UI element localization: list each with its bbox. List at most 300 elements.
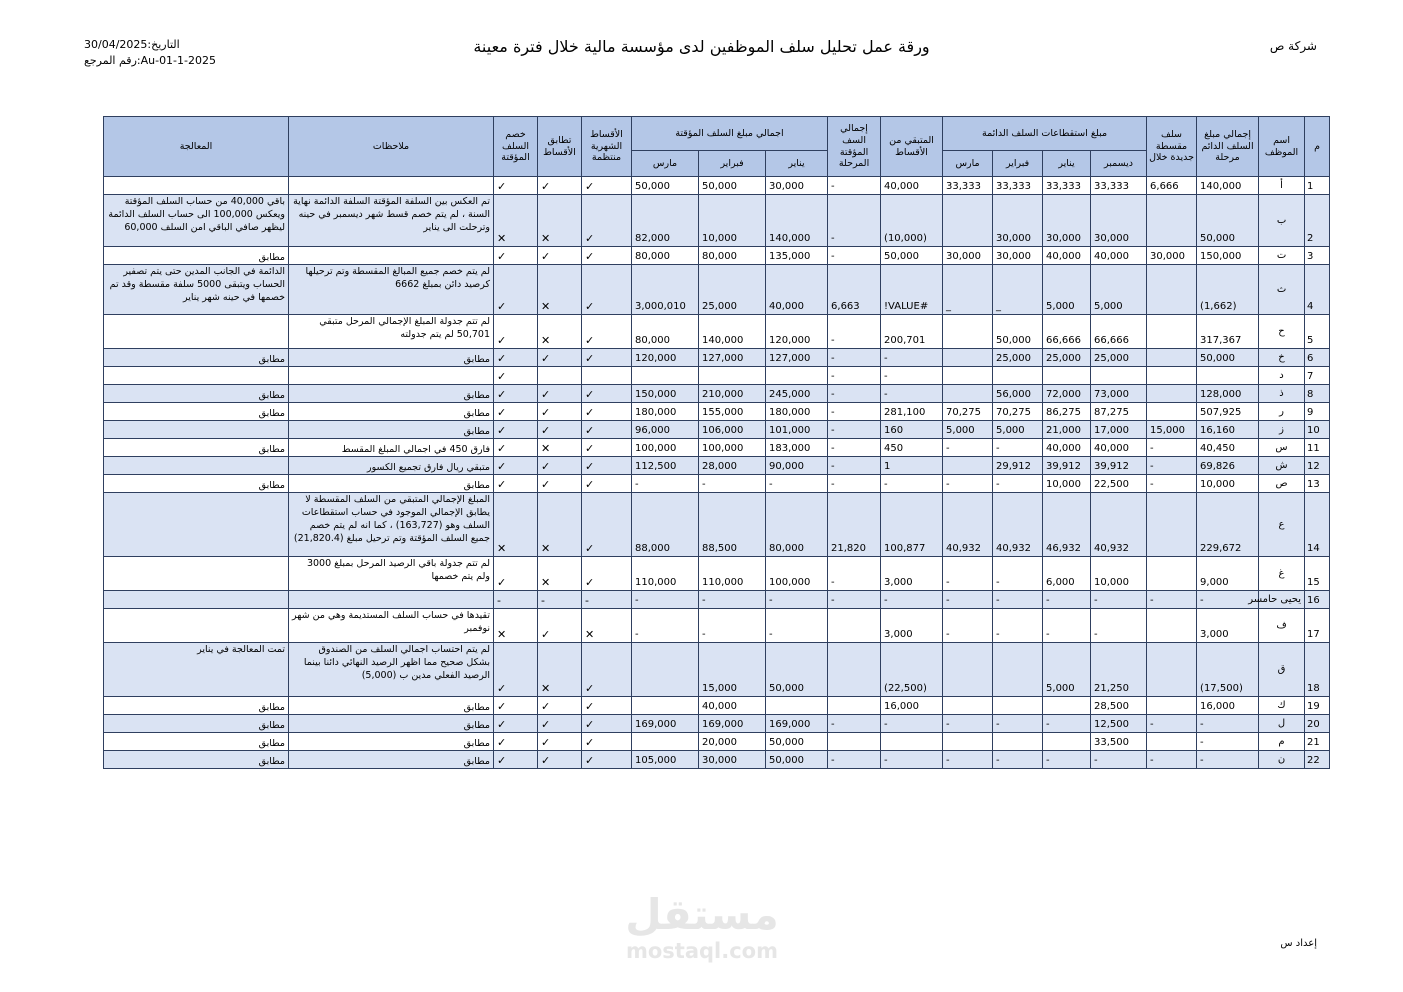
cell-perm-january: 5,000 bbox=[1043, 265, 1091, 315]
cell-match-installments: ✓ bbox=[538, 715, 582, 733]
cell-temp-march bbox=[632, 367, 699, 385]
col-group-temp-total: اجمالي مبلغ السلف المؤقتة bbox=[632, 117, 828, 151]
cell-treatment bbox=[104, 177, 289, 195]
cell-employee-name: د bbox=[1259, 367, 1305, 385]
col-monthly-regular: الأقساط الشهرية منتظمة bbox=[582, 117, 632, 177]
cell-perm-january: 25,000 bbox=[1043, 349, 1091, 367]
cell-employee-name: غ bbox=[1259, 557, 1305, 591]
cell-perm-march: - bbox=[943, 751, 993, 769]
cell-perm-march: 30,000 bbox=[943, 247, 993, 265]
cell-perm-february bbox=[993, 367, 1043, 385]
cell-deduct-temp: - bbox=[494, 591, 538, 609]
cell-temp-january: 40,000 bbox=[766, 265, 828, 315]
table-row bbox=[104, 265, 1330, 315]
cell-employee-name: ذ bbox=[1259, 385, 1305, 403]
cell-treatment bbox=[104, 557, 289, 591]
cell-notes bbox=[289, 247, 494, 265]
cell-match-installments: - bbox=[538, 591, 582, 609]
cell-employee-name: ق bbox=[1259, 643, 1305, 697]
cell-perm-total: 507,925 bbox=[1197, 403, 1259, 421]
col-perm-january: يناير bbox=[1043, 151, 1091, 177]
cell-temp-march bbox=[632, 697, 699, 715]
cell-temp-january: 169,000 bbox=[766, 715, 828, 733]
cell-remaining: (10,000) bbox=[881, 195, 943, 247]
cell-perm-december: 5,000 bbox=[1091, 265, 1147, 315]
cell-monthly-regular: ✓ bbox=[582, 247, 632, 265]
cell-perm-march: - bbox=[943, 475, 993, 493]
cell-perm-december: 22,500 bbox=[1091, 475, 1147, 493]
cell-perm-december: 25,000 bbox=[1091, 349, 1147, 367]
cell-remaining: - bbox=[881, 591, 943, 609]
cell-new-installment: - bbox=[1147, 715, 1197, 733]
cell-monthly-regular: ✓ bbox=[582, 177, 632, 195]
cell-perm-december: - bbox=[1091, 609, 1147, 643]
cell-match-installments: ✕ bbox=[538, 195, 582, 247]
cell-notes bbox=[289, 591, 494, 609]
cell-temp-march: - bbox=[632, 609, 699, 643]
cell-temp-carried: - bbox=[828, 475, 881, 493]
cell-notes: مطابق bbox=[289, 349, 494, 367]
cell-temp-february: 140,000 bbox=[699, 315, 766, 349]
cell-match-installments: ✓ bbox=[538, 457, 582, 475]
cell-monthly-regular: ✓ bbox=[582, 439, 632, 457]
cell-remaining: 200,701 bbox=[881, 315, 943, 349]
cell-match-installments: ✓ bbox=[538, 349, 582, 367]
cell-perm-january: 6,000 bbox=[1043, 557, 1091, 591]
cell-temp-january: 50,000 bbox=[766, 733, 828, 751]
cell-idx: 19 bbox=[1305, 697, 1330, 715]
cell-new-installment: - bbox=[1147, 457, 1197, 475]
cell-temp-february: 28,000 bbox=[699, 457, 766, 475]
cell-temp-january: 120,000 bbox=[766, 315, 828, 349]
cell-perm-january bbox=[1043, 697, 1091, 715]
cell-deduct-temp: ✓ bbox=[494, 247, 538, 265]
cell-idx: 5 bbox=[1305, 315, 1330, 349]
col-perm-march: مارس bbox=[943, 151, 993, 177]
cell-monthly-regular: ✓ bbox=[582, 643, 632, 697]
cell-deduct-temp: ✓ bbox=[494, 349, 538, 367]
cell-perm-total: 16,160 bbox=[1197, 421, 1259, 439]
cell-perm-december: 21,250 bbox=[1091, 643, 1147, 697]
cell-perm-february: - bbox=[993, 557, 1043, 591]
cell-match-installments: ✕ bbox=[538, 315, 582, 349]
cell-new-installment: - bbox=[1147, 439, 1197, 457]
cell-monthly-regular: ✓ bbox=[582, 557, 632, 591]
cell-temp-march: 82,000 bbox=[632, 195, 699, 247]
cell-temp-carried: - bbox=[828, 177, 881, 195]
cell-treatment: مطابق bbox=[104, 247, 289, 265]
cell-remaining: - bbox=[881, 715, 943, 733]
table-row bbox=[104, 385, 1330, 403]
cell-perm-january: 5,000 bbox=[1043, 643, 1091, 697]
col-temp-january: يناير bbox=[766, 151, 828, 177]
cell-temp-january: 183,000 bbox=[766, 439, 828, 457]
cell-temp-carried bbox=[828, 609, 881, 643]
cell-temp-february: 100,000 bbox=[699, 439, 766, 457]
cell-perm-january: 86,275 bbox=[1043, 403, 1091, 421]
cell-temp-february: - bbox=[699, 591, 766, 609]
cell-employee-name: ف bbox=[1259, 609, 1305, 643]
cell-perm-total: 40,450 bbox=[1197, 439, 1259, 457]
col-match-installments: تطابق الأقساط bbox=[538, 117, 582, 177]
cell-treatment: مطابق bbox=[104, 475, 289, 493]
cell-remaining: 100,877 bbox=[881, 493, 943, 557]
cell-temp-february: 80,000 bbox=[699, 247, 766, 265]
cell-temp-march: 112,500 bbox=[632, 457, 699, 475]
cell-notes: فارق 450 في اجمالي المبلغ المقسط bbox=[289, 439, 494, 457]
cell-temp-january bbox=[766, 367, 828, 385]
cell-deduct-temp: ✓ bbox=[494, 367, 538, 385]
col-group-perm-deductions: مبلغ استقطاعات السلف الدائمة bbox=[943, 117, 1147, 151]
cell-perm-february: 29,912 bbox=[993, 457, 1043, 475]
cell-new-installment bbox=[1147, 609, 1197, 643]
cell-monthly-regular: ✓ bbox=[582, 475, 632, 493]
cell-temp-february: 40,000 bbox=[699, 697, 766, 715]
cell-temp-february: 169,000 bbox=[699, 715, 766, 733]
col-remaining: المتبقي من الأقساط bbox=[881, 117, 943, 177]
cell-monthly-regular: ✓ bbox=[582, 493, 632, 557]
cell-temp-carried: - bbox=[828, 247, 881, 265]
cell-temp-march: 150,000 bbox=[632, 385, 699, 403]
cell-monthly-regular: ✓ bbox=[582, 733, 632, 751]
cell-monthly-regular: ✓ bbox=[582, 315, 632, 349]
cell-idx: 21 bbox=[1305, 733, 1330, 751]
table-row bbox=[104, 609, 1330, 643]
cell-idx: 1 bbox=[1305, 177, 1330, 195]
cell-match-installments: ✓ bbox=[538, 385, 582, 403]
cell-idx: 22 bbox=[1305, 751, 1330, 769]
cell-remaining bbox=[881, 733, 943, 751]
cell-monthly-regular: ✓ bbox=[582, 403, 632, 421]
cell-temp-carried bbox=[828, 697, 881, 715]
cell-temp-february: 30,000 bbox=[699, 751, 766, 769]
cell-temp-february: 20,000 bbox=[699, 733, 766, 751]
cell-employee-name: أ bbox=[1259, 177, 1305, 195]
cell-notes: المبلغ الإجمالي المتبقي من السلف المقسطة لا يطابق الإجمالي الموجود في حساب استقطاعات السلف وهو (163,727) ، كما انه لم يتم خصم جميع السلف المؤقتة وتم ترحيل مبلغ (21,820.4) bbox=[289, 493, 494, 557]
cell-perm-total: - bbox=[1197, 733, 1259, 751]
cell-employee-name: خ bbox=[1259, 349, 1305, 367]
cell-employee-name: ش bbox=[1259, 457, 1305, 475]
cell-treatment bbox=[104, 609, 289, 643]
cell-new-installment bbox=[1147, 643, 1197, 697]
cell-temp-january: 101,000 bbox=[766, 421, 828, 439]
cell-monthly-regular: ✕ bbox=[582, 609, 632, 643]
cell-perm-february: 30,000 bbox=[993, 195, 1043, 247]
cell-perm-february bbox=[993, 697, 1043, 715]
cell-employee-name: س bbox=[1259, 439, 1305, 457]
table-row bbox=[104, 557, 1330, 591]
cell-match-installments: ✕ bbox=[538, 493, 582, 557]
cell-deduct-temp: ✓ bbox=[494, 697, 538, 715]
cell-perm-total: - bbox=[1197, 591, 1259, 609]
cell-perm-january: - bbox=[1043, 751, 1091, 769]
cell-new-installment bbox=[1147, 265, 1197, 315]
cell-notes: مطابق bbox=[289, 697, 494, 715]
cell-temp-january: 80,000 bbox=[766, 493, 828, 557]
cell-remaining: 40,000 bbox=[881, 177, 943, 195]
cell-employee-name: ت bbox=[1259, 247, 1305, 265]
cell-temp-january: - bbox=[766, 475, 828, 493]
cell-temp-carried: - bbox=[828, 751, 881, 769]
cell-temp-march: 50,000 bbox=[632, 177, 699, 195]
col-treatment: المعالجة bbox=[104, 117, 289, 177]
cell-employee-name: ر bbox=[1259, 403, 1305, 421]
cell-temp-march: 120,000 bbox=[632, 349, 699, 367]
cell-perm-total: (1,662) bbox=[1197, 265, 1259, 315]
cell-temp-march: 80,000 bbox=[632, 247, 699, 265]
cell-remaining: - bbox=[881, 367, 943, 385]
cell-treatment bbox=[104, 421, 289, 439]
cell-temp-january: 90,000 bbox=[766, 457, 828, 475]
cell-remaining: - bbox=[881, 385, 943, 403]
cell-perm-january: - bbox=[1043, 591, 1091, 609]
cell-idx: 20 bbox=[1305, 715, 1330, 733]
cell-match-installments: ✓ bbox=[538, 751, 582, 769]
cell-remaining: 450 bbox=[881, 439, 943, 457]
cell-perm-january: 33,333 bbox=[1043, 177, 1091, 195]
cell-new-installment bbox=[1147, 367, 1197, 385]
cell-notes: مطابق bbox=[289, 475, 494, 493]
cell-perm-february: 30,000 bbox=[993, 247, 1043, 265]
cell-treatment: باقي 40,000 من حساب السلف المؤقتة ويعكس 100,000 الى حساب السلف الدائمة ليظهر صافي الباقي امن السلف 60,000 bbox=[104, 195, 289, 247]
cell-new-installment bbox=[1147, 349, 1197, 367]
cell-perm-march bbox=[943, 385, 993, 403]
cell-monthly-regular: ✓ bbox=[582, 457, 632, 475]
cell-new-installment bbox=[1147, 403, 1197, 421]
cell-new-installment: 15,000 bbox=[1147, 421, 1197, 439]
table-row bbox=[104, 591, 1330, 609]
cell-notes: لم تتم جدولة باقي الرصيد المرحل بمبلغ 3000 ولم يتم خصمها bbox=[289, 557, 494, 591]
cell-perm-december: 17,000 bbox=[1091, 421, 1147, 439]
cell-remaining: - bbox=[881, 349, 943, 367]
cell-temp-february: 127,000 bbox=[699, 349, 766, 367]
table-row bbox=[104, 715, 1330, 733]
cell-employee-name: ل bbox=[1259, 715, 1305, 733]
cell-temp-february: - bbox=[699, 609, 766, 643]
cell-treatment bbox=[104, 367, 289, 385]
cell-temp-carried: - bbox=[828, 349, 881, 367]
cell-treatment bbox=[104, 315, 289, 349]
cell-perm-january: 39,912 bbox=[1043, 457, 1091, 475]
cell-match-installments: ✓ bbox=[538, 697, 582, 715]
cell-temp-february: 15,000 bbox=[699, 643, 766, 697]
table-row bbox=[104, 439, 1330, 457]
cell-treatment: مطابق bbox=[104, 349, 289, 367]
cell-perm-march bbox=[943, 643, 993, 697]
cell-remaining: 1 bbox=[881, 457, 943, 475]
table-row bbox=[104, 733, 1330, 751]
cell-treatment: الدائمة في الجانب المدين حتى يتم تصفير الحساب ويتبقى 5000 سلفة مقسطة وقد تم خصمها في حينه شهر يناير bbox=[104, 265, 289, 315]
cell-perm-march bbox=[943, 367, 993, 385]
cell-employee-name: ح bbox=[1259, 315, 1305, 349]
cell-match-installments: ✓ bbox=[538, 421, 582, 439]
cell-perm-march bbox=[943, 315, 993, 349]
cell-idx: 17 bbox=[1305, 609, 1330, 643]
cell-temp-carried: - bbox=[828, 715, 881, 733]
cell-temp-january: 140,000 bbox=[766, 195, 828, 247]
cell-temp-carried: - bbox=[828, 557, 881, 591]
cell-notes: مطابق bbox=[289, 733, 494, 751]
cell-perm-february: 5,000 bbox=[993, 421, 1043, 439]
cell-deduct-temp: ✓ bbox=[494, 265, 538, 315]
cell-perm-january: 40,000 bbox=[1043, 247, 1091, 265]
cell-remaining: #VALUE! bbox=[881, 265, 943, 315]
cell-deduct-temp: ✓ bbox=[494, 421, 538, 439]
col-temp-february: فبراير bbox=[699, 151, 766, 177]
cell-idx: 4 bbox=[1305, 265, 1330, 315]
cell-perm-january: - bbox=[1043, 715, 1091, 733]
cell-match-installments: ✓ bbox=[538, 247, 582, 265]
cell-perm-december: 10,000 bbox=[1091, 557, 1147, 591]
cell-monthly-regular: ✓ bbox=[582, 265, 632, 315]
cell-new-installment bbox=[1147, 385, 1197, 403]
cell-perm-february bbox=[993, 643, 1043, 697]
cell-perm-total: 50,000 bbox=[1197, 195, 1259, 247]
cell-perm-january: 72,000 bbox=[1043, 385, 1091, 403]
table-row bbox=[104, 421, 1330, 439]
cell-perm-march bbox=[943, 457, 993, 475]
cell-idx: 11 bbox=[1305, 439, 1330, 457]
table-row bbox=[104, 475, 1330, 493]
cell-temp-march: 96,000 bbox=[632, 421, 699, 439]
cell-deduct-temp: ✓ bbox=[494, 315, 538, 349]
cell-monthly-regular: ✓ bbox=[582, 421, 632, 439]
cell-perm-total: (17,500) bbox=[1197, 643, 1259, 697]
cell-match-installments: ✓ bbox=[538, 475, 582, 493]
table-row bbox=[104, 195, 1330, 247]
cell-perm-december: - bbox=[1091, 751, 1147, 769]
cell-idx: 6 bbox=[1305, 349, 1330, 367]
page-title: ورقة عمل تحليل سلف الموظفين لدى مؤسسة مالية خلال فترة معينة bbox=[473, 37, 930, 56]
cell-perm-february: - bbox=[993, 751, 1043, 769]
cell-temp-january: 135,000 bbox=[766, 247, 828, 265]
cell-deduct-temp: ✓ bbox=[494, 475, 538, 493]
cell-perm-february: 33,333 bbox=[993, 177, 1043, 195]
cell-perm-total: - bbox=[1197, 751, 1259, 769]
cell-notes bbox=[289, 177, 494, 195]
cell-monthly-regular: - bbox=[582, 591, 632, 609]
cell-idx: 9 bbox=[1305, 403, 1330, 421]
cell-perm-march bbox=[943, 195, 993, 247]
cell-temp-february: - bbox=[699, 475, 766, 493]
cell-new-installment: 6,666 bbox=[1147, 177, 1197, 195]
cell-perm-march: 40,932 bbox=[943, 493, 993, 557]
cell-temp-january: 30,000 bbox=[766, 177, 828, 195]
cell-perm-december: 39,912 bbox=[1091, 457, 1147, 475]
cell-temp-january: 50,000 bbox=[766, 751, 828, 769]
col-new-installment: سلف مقسطة جديدة خلال bbox=[1147, 117, 1197, 177]
cell-notes: مطابق bbox=[289, 421, 494, 439]
date-line: التاريخ:30/04/2025 bbox=[84, 38, 180, 51]
cell-perm-december: 87,275 bbox=[1091, 403, 1147, 421]
cell-remaining: - bbox=[881, 751, 943, 769]
cell-notes: متبقي ريال فارق تجميع الكسور bbox=[289, 457, 494, 475]
cell-perm-march: - bbox=[943, 557, 993, 591]
cell-perm-total: 140,000 bbox=[1197, 177, 1259, 195]
cell-temp-march: 80,000 bbox=[632, 315, 699, 349]
cell-idx: 14 bbox=[1305, 493, 1330, 557]
cell-idx: 2 bbox=[1305, 195, 1330, 247]
prepared-by: إعداد س bbox=[1280, 938, 1317, 949]
cell-deduct-temp: ✕ bbox=[494, 609, 538, 643]
cell-perm-total: - bbox=[1197, 715, 1259, 733]
cell-notes: مطابق bbox=[289, 715, 494, 733]
cell-match-installments: ✕ bbox=[538, 557, 582, 591]
col-temp-carried: إجمالي السف المؤقتة المرحلة bbox=[828, 117, 881, 177]
cell-match-installments: ✓ bbox=[538, 403, 582, 421]
cell-perm-march: 5,000 bbox=[943, 421, 993, 439]
col-perm-december: ديسمبر bbox=[1091, 151, 1147, 177]
cell-temp-january: 180,000 bbox=[766, 403, 828, 421]
cell-perm-total: 50,000 bbox=[1197, 349, 1259, 367]
cell-employee-name: يحيى حامسر bbox=[1259, 591, 1305, 609]
cell-employee-name: ك bbox=[1259, 697, 1305, 715]
col-temp-march: مارس bbox=[632, 151, 699, 177]
cell-perm-total: 9,000 bbox=[1197, 557, 1259, 591]
cell-perm-february: _ bbox=[993, 265, 1043, 315]
cell-perm-february bbox=[993, 733, 1043, 751]
cell-treatment: مطابق bbox=[104, 751, 289, 769]
cell-perm-total: 69,826 bbox=[1197, 457, 1259, 475]
cell-perm-january: 21,000 bbox=[1043, 421, 1091, 439]
cell-perm-total: 317,367 bbox=[1197, 315, 1259, 349]
cell-temp-january: 50,000 bbox=[766, 643, 828, 697]
table-row bbox=[104, 457, 1330, 475]
cell-notes: مطابق bbox=[289, 751, 494, 769]
cell-deduct-temp: ✓ bbox=[494, 751, 538, 769]
cell-temp-carried: - bbox=[828, 195, 881, 247]
cell-temp-march: - bbox=[632, 591, 699, 609]
cell-perm-total: 150,000 bbox=[1197, 247, 1259, 265]
table-row bbox=[104, 643, 1330, 697]
cell-notes: لم تتم جدولة المبلغ الإجمالي المرحل متبقي 50,701 لم يتم جدولته bbox=[289, 315, 494, 349]
cell-new-installment bbox=[1147, 733, 1197, 751]
cell-deduct-temp: ✓ bbox=[494, 439, 538, 457]
cell-monthly-regular bbox=[582, 367, 632, 385]
cell-match-installments: ✕ bbox=[538, 265, 582, 315]
cell-new-installment: - bbox=[1147, 751, 1197, 769]
cell-temp-january: 127,000 bbox=[766, 349, 828, 367]
cell-new-installment: - bbox=[1147, 475, 1197, 493]
cell-temp-february: 106,000 bbox=[699, 421, 766, 439]
cell-monthly-regular: ✓ bbox=[582, 751, 632, 769]
cell-employee-name: م bbox=[1259, 733, 1305, 751]
cell-deduct-temp: ✓ bbox=[494, 643, 538, 697]
col-deduct-temp: خصم السلف المؤقتة bbox=[494, 117, 538, 177]
cell-temp-carried: - bbox=[828, 315, 881, 349]
cell-temp-january: 100,000 bbox=[766, 557, 828, 591]
cell-perm-march bbox=[943, 697, 993, 715]
cell-remaining: 160 bbox=[881, 421, 943, 439]
cell-idx: 12 bbox=[1305, 457, 1330, 475]
cell-employee-name: ن bbox=[1259, 751, 1305, 769]
col-idx: م bbox=[1305, 117, 1330, 177]
cell-remaining: 3,000 bbox=[881, 557, 943, 591]
cell-match-installments: ✕ bbox=[538, 643, 582, 697]
cell-match-installments: ✕ bbox=[538, 439, 582, 457]
cell-remaining: (22,500) bbox=[881, 643, 943, 697]
cell-new-installment bbox=[1147, 557, 1197, 591]
cell-temp-march: 88,000 bbox=[632, 493, 699, 557]
cell-notes: لم يتم احتساب اجمالي السلف من الصندوق بشكل صحيح مما اظهر الرصيد النهائي دائنا بينما الرصيد الفعلي مدين ب (5,000) bbox=[289, 643, 494, 697]
cell-new-installment: 30,000 bbox=[1147, 247, 1197, 265]
cell-temp-february: 50,000 bbox=[699, 177, 766, 195]
cell-perm-december: 33,333 bbox=[1091, 177, 1147, 195]
cell-perm-total: 229,672 bbox=[1197, 493, 1259, 557]
cell-employee-name: ث bbox=[1259, 265, 1305, 315]
cell-temp-carried: 6,663 bbox=[828, 265, 881, 315]
cell-perm-january bbox=[1043, 733, 1091, 751]
